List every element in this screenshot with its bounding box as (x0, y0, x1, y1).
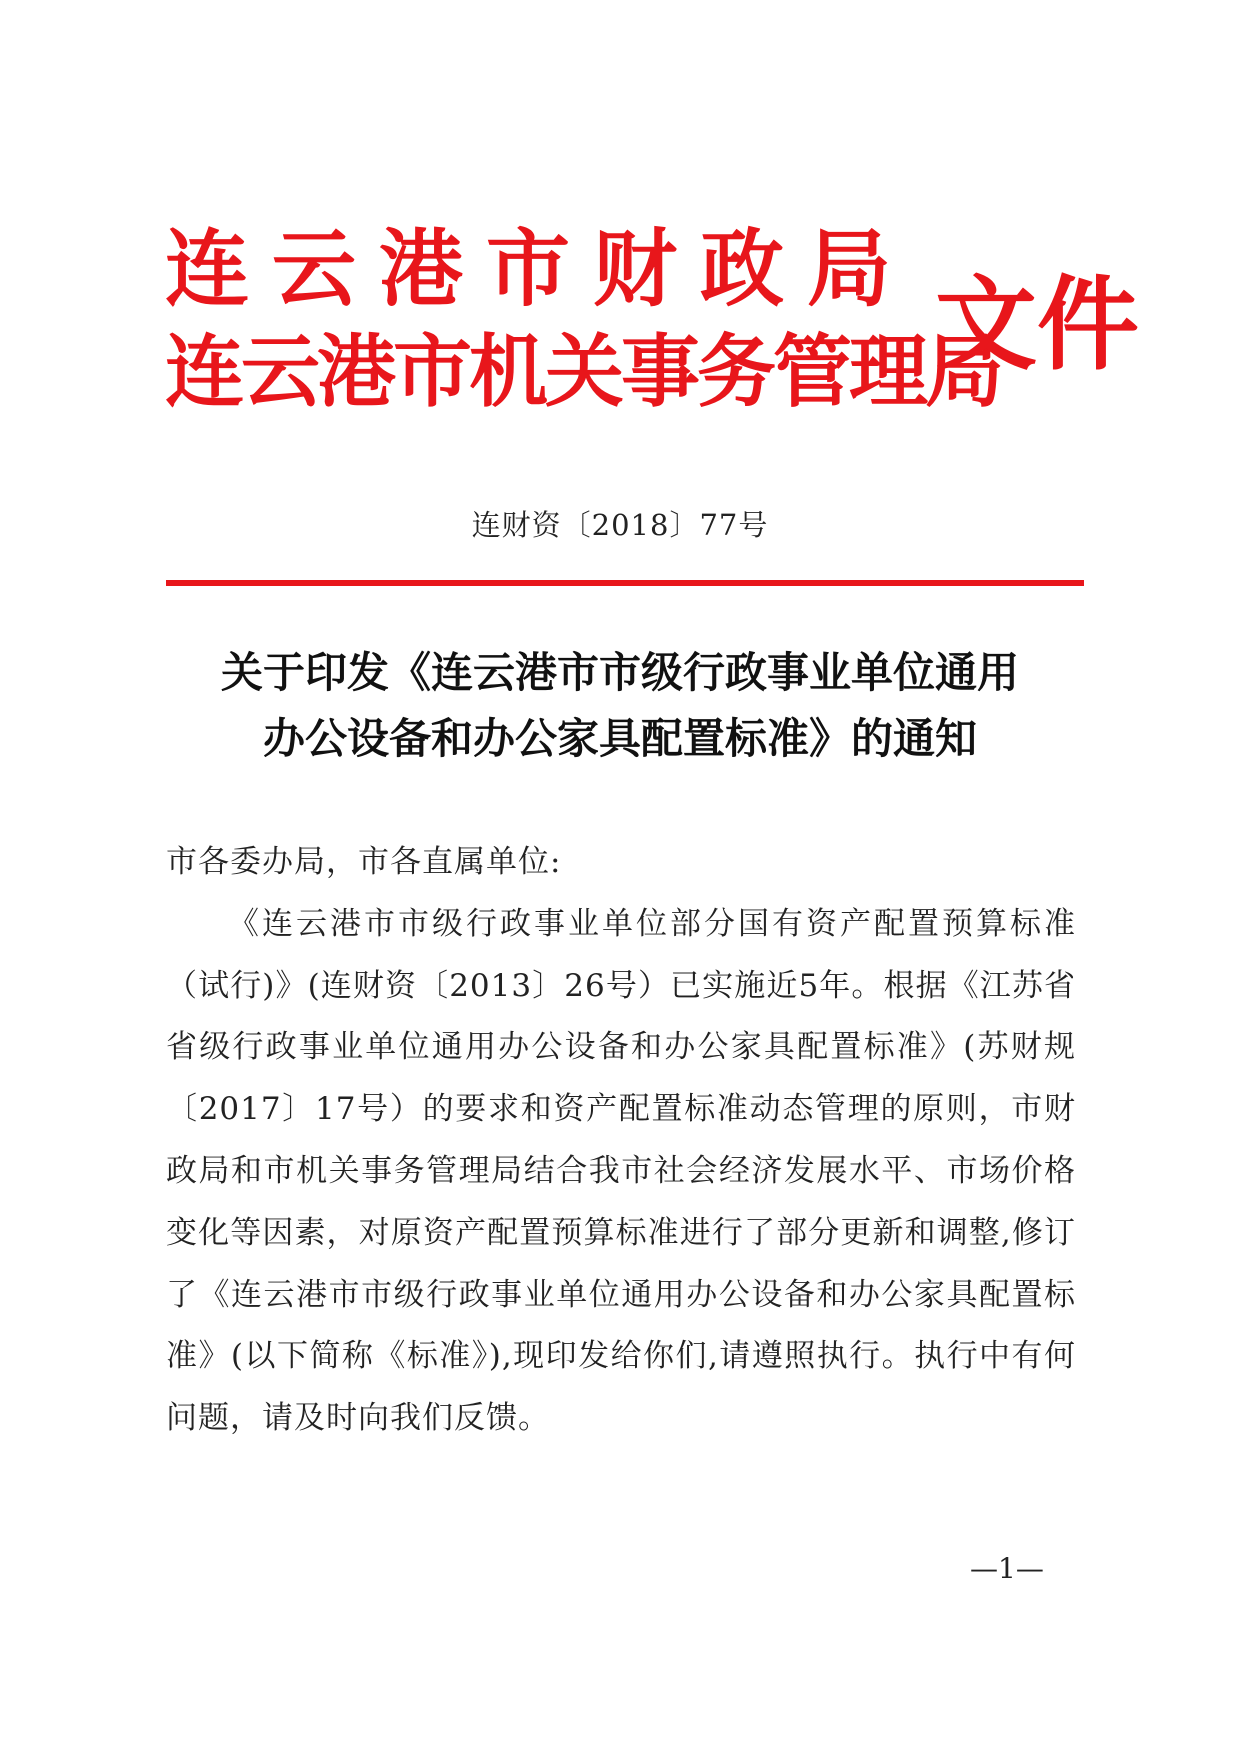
page-number: —1— (970, 1552, 1044, 1585)
document-number: 连财资〔2018〕77号 (471, 508, 769, 542)
red-divider-line (166, 580, 1084, 586)
title-line-2: 办公设备和办公家具配置标准》的通知 (262, 714, 977, 763)
issuing-authority-header (165, 205, 1139, 435)
issuer-finance-bureau: 连云港市财政局 (165, 220, 915, 318)
issuer-affairs-bureau: 连云港市机关事务管理局 (165, 326, 1001, 418)
title-line-1: 关于印发《连云港市市级行政事业单位通用 (220, 648, 1019, 697)
salutation: 市各委办局，市各直属单位: (166, 844, 562, 880)
document-body (166, 832, 1076, 1450)
document-title (0, 640, 1240, 772)
document-suffix: 文件 (935, 266, 1139, 385)
body-paragraph: 《连云港市市级行政事业单位部分国有资产配置预算标准（试行)》(连财资〔2013〕26号）已实施近5年。根据《江苏省省级行政事业单位通用办公设备和办公家具配置标准》(苏财规〔2017〕17号）的要求和资产配置标准动态管理的原则，市财政局和市机关事务管理局结合我市社会经济发展水平、市场价格变化等因素，对原资产配置预算标准进行了部分更新和调整,修订了《连云港市市级行政事业单位通用办公设备和办公家具配置标准》(以下简称《标准》),现印发给你们,请遵照执行。执行中有何问题，请及时向我们反馈。 (166, 905, 1076, 1437)
